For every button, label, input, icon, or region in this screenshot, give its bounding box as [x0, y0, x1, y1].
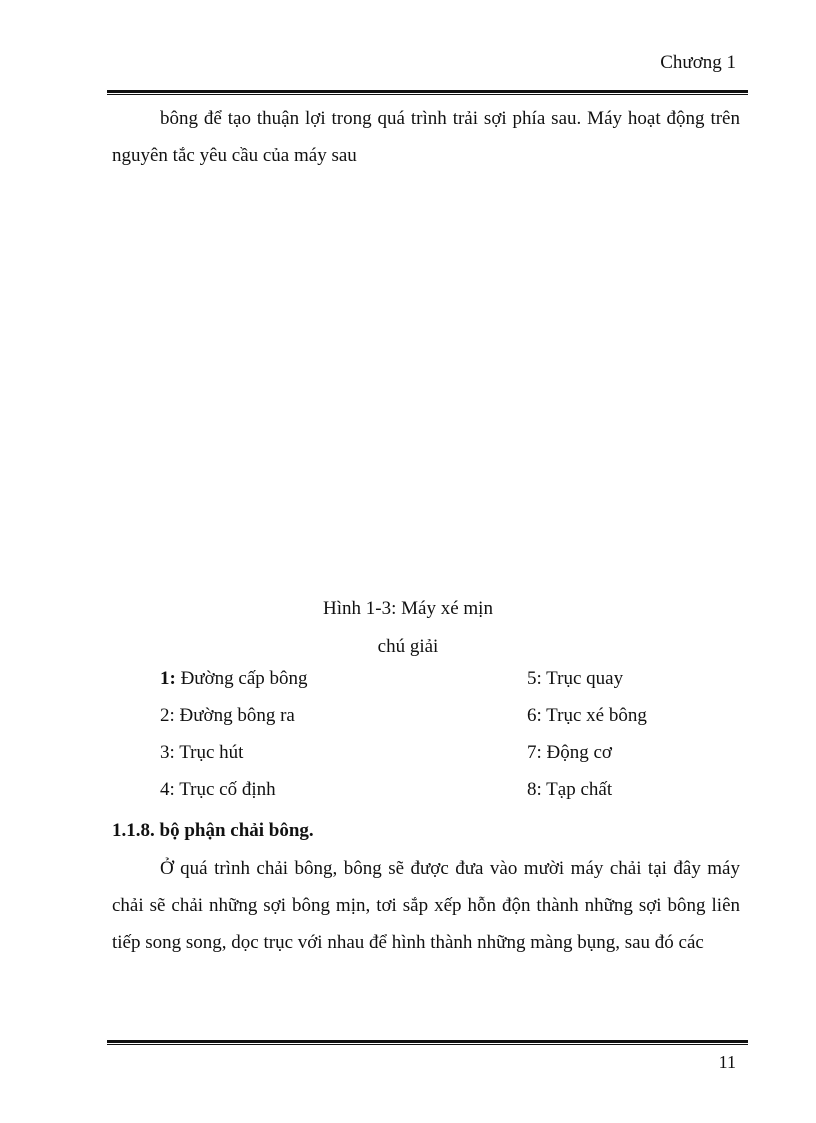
legend-title: chú giải — [377, 636, 439, 657]
legend-item-left — [160, 668, 308, 690]
legend-row — [0, 668, 816, 705]
legend-text: Đường bông ra — [174, 705, 295, 726]
legend-number: 3: — [160, 742, 175, 763]
legend-item-right: 5: Trục quay — [527, 668, 624, 689]
legend-item-left — [160, 705, 295, 727]
section-line-2: chải sẽ chải những sợi bông mịn, tơi sắp xếp hỗn độn thành những sợi bông liên — [112, 895, 740, 916]
legend-text: Đường cấp bông — [175, 668, 308, 689]
legend-number: 2: — [160, 705, 175, 726]
page-number: 11 — [718, 1052, 736, 1072]
legend-item-right: 8: Tạp chất — [527, 779, 613, 800]
intro-paragraph — [112, 100, 740, 174]
intro-line-2: nguyên tắc yêu cầu của máy sau — [112, 145, 357, 166]
legend-row — [0, 705, 816, 742]
section-heading: 1.1.8. bộ phận chải bông. — [112, 820, 314, 841]
footer-rule — [107, 1040, 748, 1045]
legend-number: 1: — [160, 668, 176, 689]
intro-line-1: bông để tạo thuận lợi trong quá trình trải sợi phía sau. Máy hoạt động trên — [160, 108, 740, 129]
section-line-1: Ở quá trình chải bông, bông sẽ được đưa vào mười máy chải tại đây máy — [160, 858, 740, 879]
figure-area — [112, 180, 740, 580]
legend-text: Trục hút — [174, 742, 244, 763]
section-paragraph — [112, 850, 740, 961]
figure-caption: Hình 1-3: Máy xé mịn — [323, 598, 493, 619]
header-rule — [107, 90, 748, 95]
legend-row — [0, 742, 816, 779]
legend-item-left — [160, 742, 243, 764]
legend-text: Trục cố định — [174, 779, 276, 800]
chapter-label: Chương 1 — [660, 52, 736, 73]
legend-row — [0, 779, 816, 816]
legend-item-left — [160, 779, 276, 801]
figure-legend — [0, 668, 816, 816]
section-line-3: tiếp song song, dọc trục với nhau để hình thành những màng bụng, sau đó các — [112, 932, 704, 953]
legend-item-right: 6: Trục xé bông — [527, 705, 647, 726]
legend-item-right: 7: Động cơ — [527, 742, 612, 763]
legend-number: 4: — [160, 779, 175, 800]
